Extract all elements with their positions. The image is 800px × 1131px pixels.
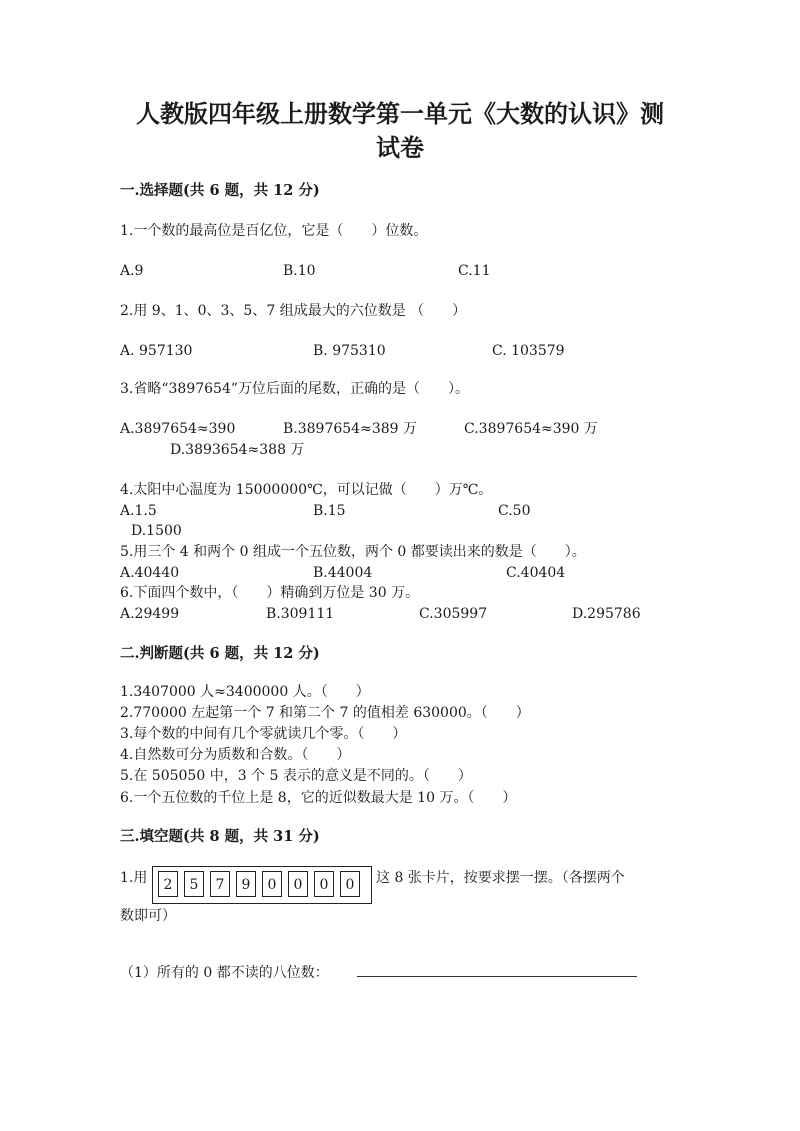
q1-option-b: B.10 [283,263,316,279]
judge-item-1: 1.3407000 人≈3400000 人。（ ） [120,684,370,700]
q4-option-d: D.1500 [131,523,182,539]
q2-option-a: A. 957130 [120,343,193,359]
q6-option-d: D.295786 [572,606,641,622]
judge-item-4: 4.自然数可分为质数和合数。（ ） [120,747,351,763]
q4-option-c: C.50 [498,503,531,519]
number-card: 0 [314,871,334,897]
fill-q1-prefix: 1.用 [120,870,148,886]
q3-stem: 3.省略“3897654”万位后面的尾数，正确的是（ ）。 [120,381,470,397]
q3-option-c: C.3897654≈390 万 [464,421,598,437]
number-card: 0 [340,871,360,897]
q6-stem: 6.下面四个数中，（ ）精确到万位是 30 万。 [120,585,420,601]
q5-option-c: C.40404 [506,565,566,581]
number-card: 2 [158,871,178,897]
q5-option-a: A.40440 [120,565,180,581]
judge-item-2: 2.770000 左起第一个 7 和第二个 7 的值相差 630000。（ ） [120,705,530,721]
judge-item-3: 3.每个数的中间有几个零就读几个零。（ ） [120,726,407,742]
q4-option-a: A.1.5 [120,503,157,519]
q6-option-b: B.309111 [266,606,335,622]
number-card: 7 [210,871,230,897]
fill-q1-sub1: （1）所有的 0 都不读的八位数： [120,965,329,981]
q5-option-b: B.44004 [313,565,373,581]
answer-blank-line [357,975,637,977]
q1-stem: 1.一个数的最高位是百亿位，它是（ ）位数。 [120,223,428,239]
number-card: 0 [262,871,282,897]
judge-item-6: 6.一个五位数的千位上是 8，它的近似数最大是 10 万。（ ） [120,790,517,806]
number-card: 9 [236,871,256,897]
number-card: 0 [288,871,308,897]
number-card: 5 [184,871,204,897]
q3-option-b: B.3897654≈389 万 [283,421,417,437]
judge-item-5: 5.在 505050 中，3 个 5 表示的意义是不同的。（ ） [120,768,472,784]
q6-option-a: A.29499 [120,606,180,622]
q1-option-a: A.9 [120,263,144,279]
q3-option-a: A.3897654≈390 [120,421,236,437]
q5-stem: 5.用三个 4 和两个 0 组成一个五位数，两个 0 都要读出来的数是（ ）。 [120,544,586,560]
q2-option-b: B. 975310 [313,343,386,359]
page-title-line2: 试卷 [376,133,424,162]
number-cards [155,867,363,903]
section2-heading: 二.判断题(共 6 题，共 12 分) [120,645,320,662]
q1-option-c: C.11 [458,263,491,279]
section3-heading: 三.填空题(共 8 题，共 31 分) [120,828,320,845]
q2-stem: 2.用 9、1、0、3、5、7 组成最大的六位数是 （ ） [120,303,467,319]
page-title-line1: 人教版四年级上册数学第一单元《大数的认识》测 [136,99,664,128]
q3-option-d: D.3893654≈388 万 [170,442,305,458]
fill-q1-suffix: 这 8 张卡片，按要求摆一摆。（各摆两个 [376,870,625,886]
q6-option-c: C.305997 [419,606,488,622]
q4-stem: 4.太阳中心温度为 15000000℃，可以记做（ ）万℃。 [120,482,493,498]
q4-option-b: B.15 [313,503,346,519]
section1-heading: 一.选择题(共 6 题，共 12 分) [120,182,320,199]
fill-q1-continuation: 数即可） [120,908,176,924]
q2-option-c: C. 103579 [492,343,565,359]
